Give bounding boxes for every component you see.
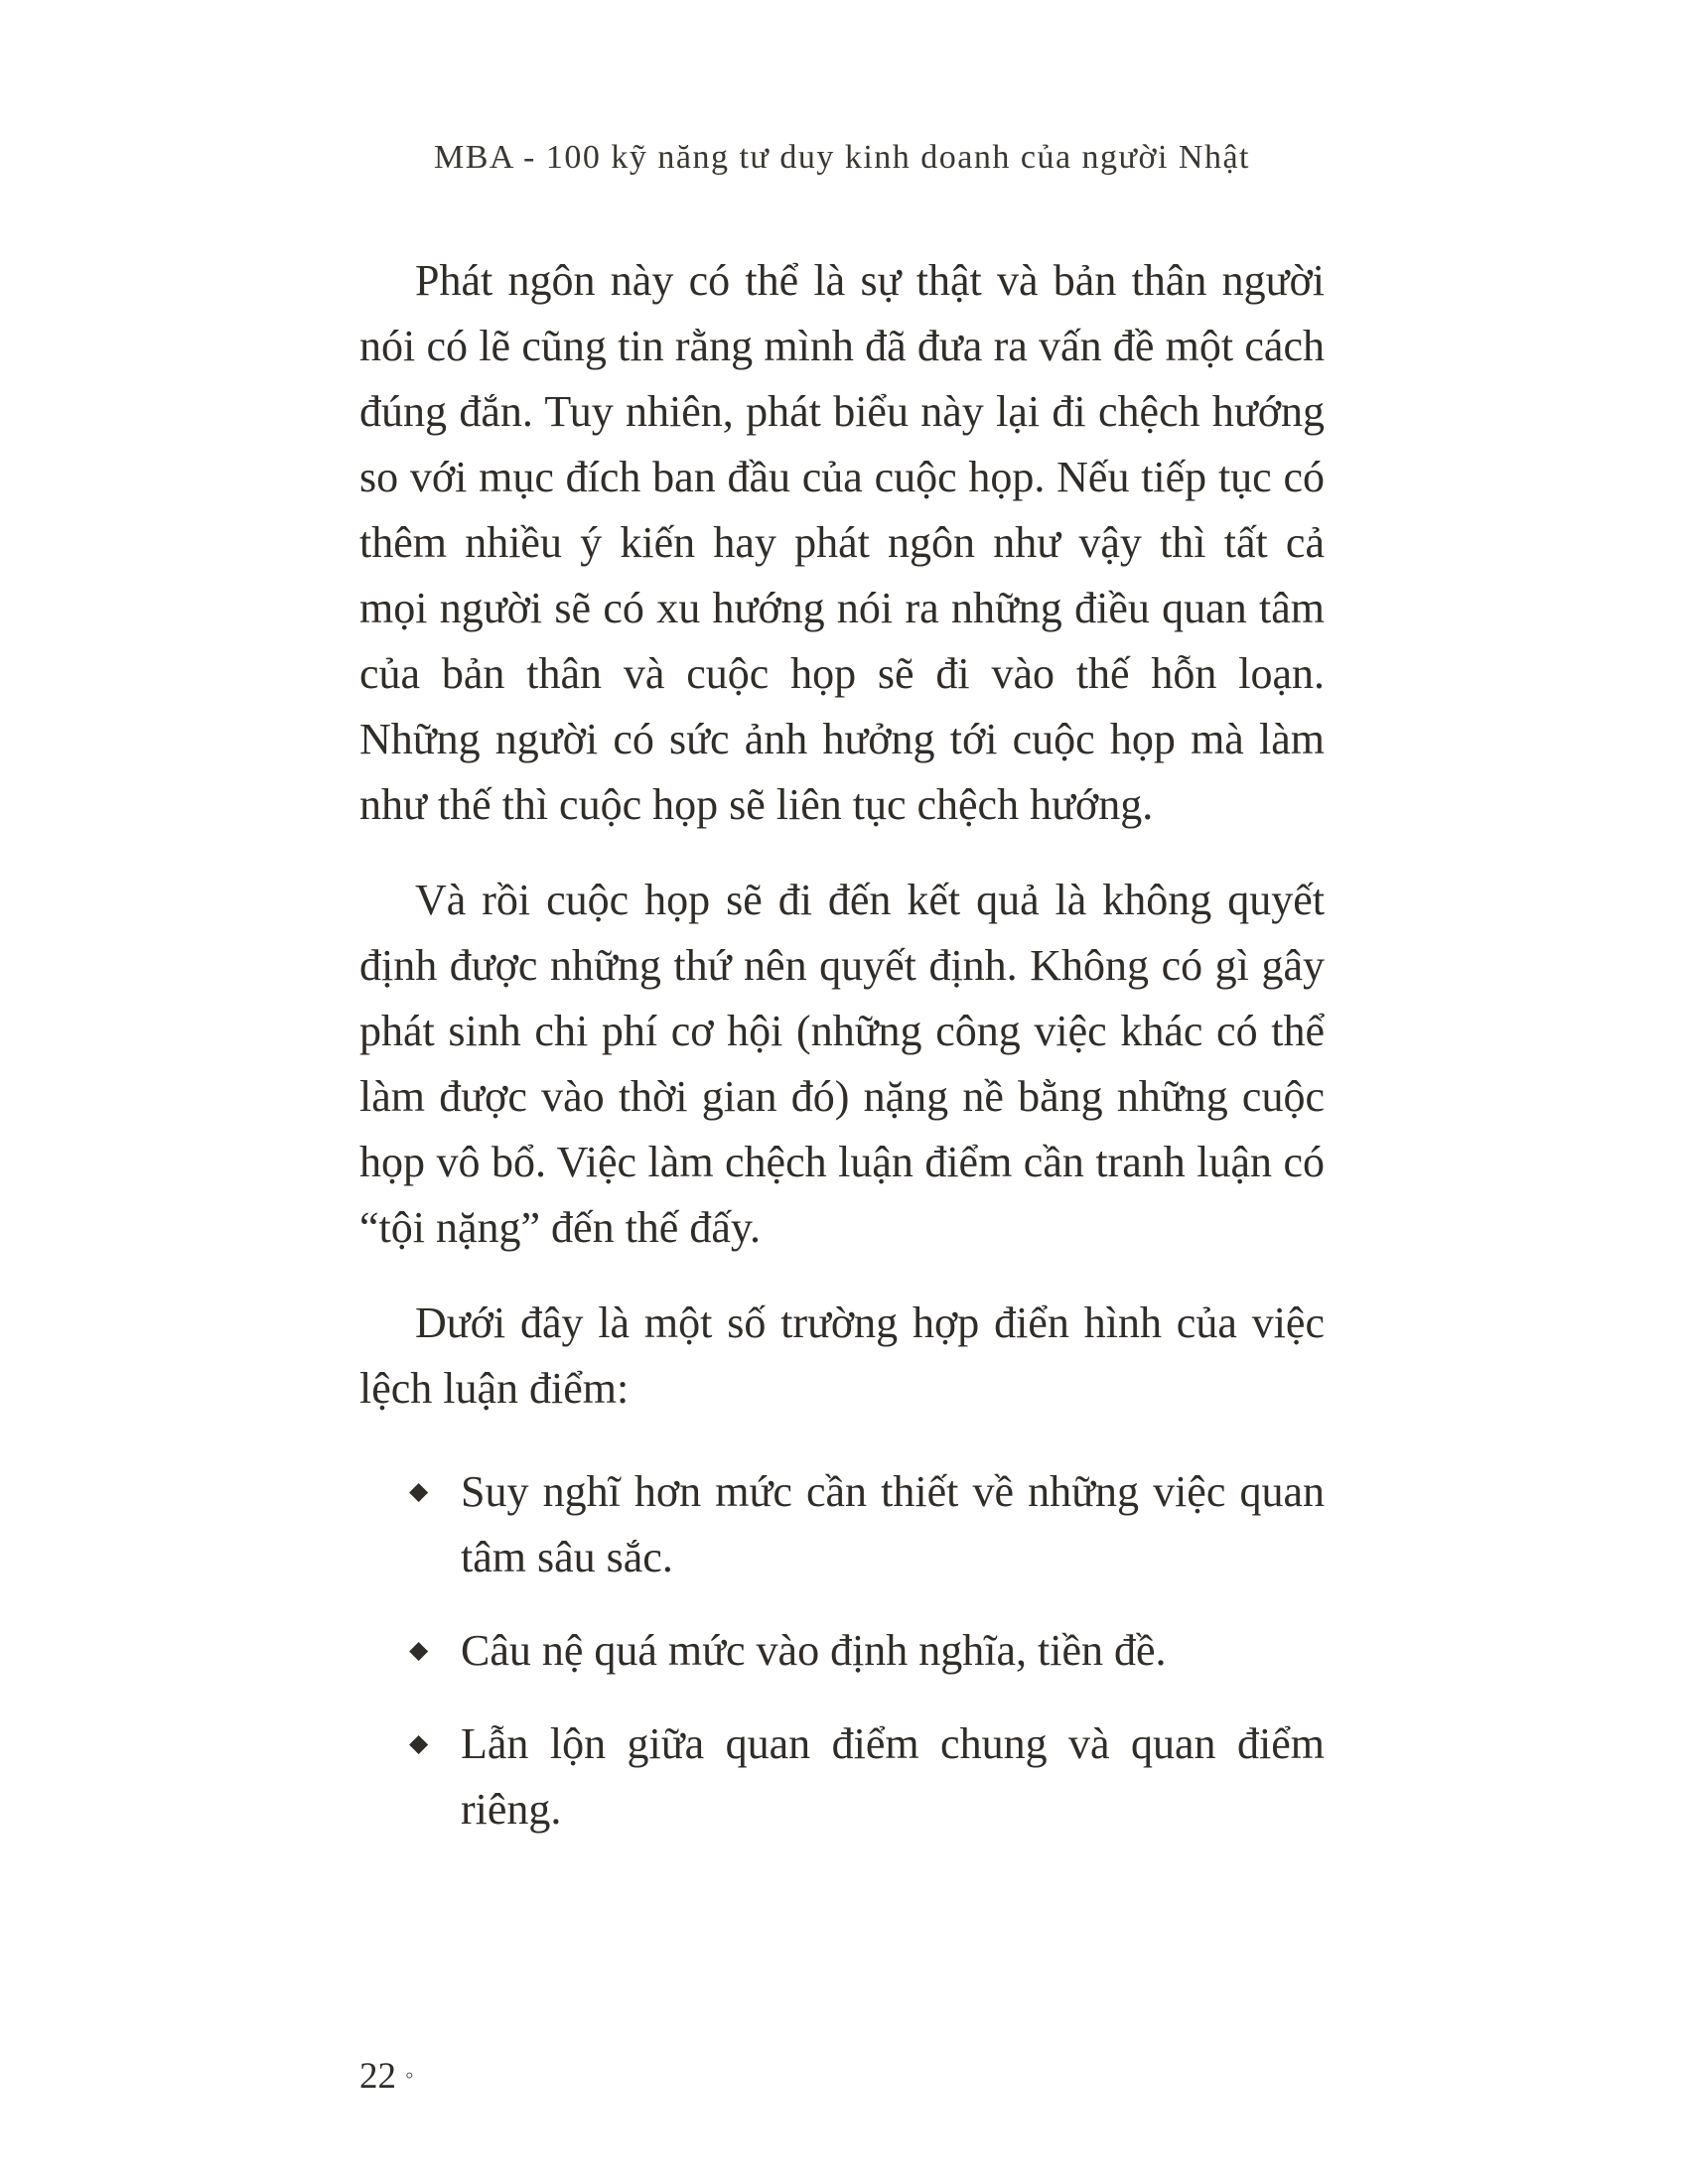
bullet-list [359, 1459, 1325, 1843]
bullet-text: Lẫn lộn giữa quan điểm chung và quan điểm riêng. [461, 1719, 1325, 1834]
diamond-bullet-icon: ◆ [409, 1637, 429, 1664]
list-item [359, 1618, 1325, 1684]
diamond-bullet-icon: ◆ [409, 1730, 429, 1757]
diamond-bullet-icon: ◆ [409, 1478, 429, 1505]
running-header: MBA - 100 kỹ năng tư duy kinh doanh của người Nhật [433, 139, 1251, 176]
page-footer [359, 2055, 414, 2098]
list-item [359, 1711, 1325, 1843]
bullet-text: Suy nghĩ hơn mức cần thiết về những việc quan tâm sâu sắc. [461, 1467, 1325, 1581]
paragraph: Và rồi cuộc họp sẽ đi đến kết quả là không quyết định được những thứ nên quyết định. Không có gì gây phát sinh chi phí cơ hội (những công việc khác có thể làm được vào thời gian đó) nặng nề bằng những cuộc họp vô bổ. Việc làm chệch luận điểm cần tranh luận có “tội nặng” đến thế đấy. [359, 876, 1325, 1252]
page-number: 22 [359, 2056, 396, 2097]
bullet-text: Câu nệ quá mức vào định nghĩa, tiền đề. [461, 1626, 1167, 1675]
paragraph: Phát ngôn này có thể là sự thật và bản thân người nói có lẽ cũng tin rằng mình đã đưa ra vấn đề một cách đúng đắn. Tuy nhiên, phát biểu này lại đi chệch hướng so với mục đích ban đầu của cuộc họp. Nếu tiếp tục có thêm nhiều ý kiến hay phát ngôn như vậy thì tất cả mọi người sẽ có xu hướng nói ra những điều quan tâm của bản thân và cuộc họp sẽ đi vào thế hỗn loạn. Những người có sức ảnh hưởng tới cuộc họp mà làm như thế thì cuộc họp sẽ liên tục chệch hướng. [359, 256, 1325, 829]
page-number-ornament: ◦ [405, 2063, 414, 2089]
paragraph: Dưới đây là một số trường hợp điển hình của việc lệch luận điểm: [359, 1298, 1325, 1413]
page-body [359, 248, 1325, 1870]
list-item [359, 1459, 1325, 1590]
